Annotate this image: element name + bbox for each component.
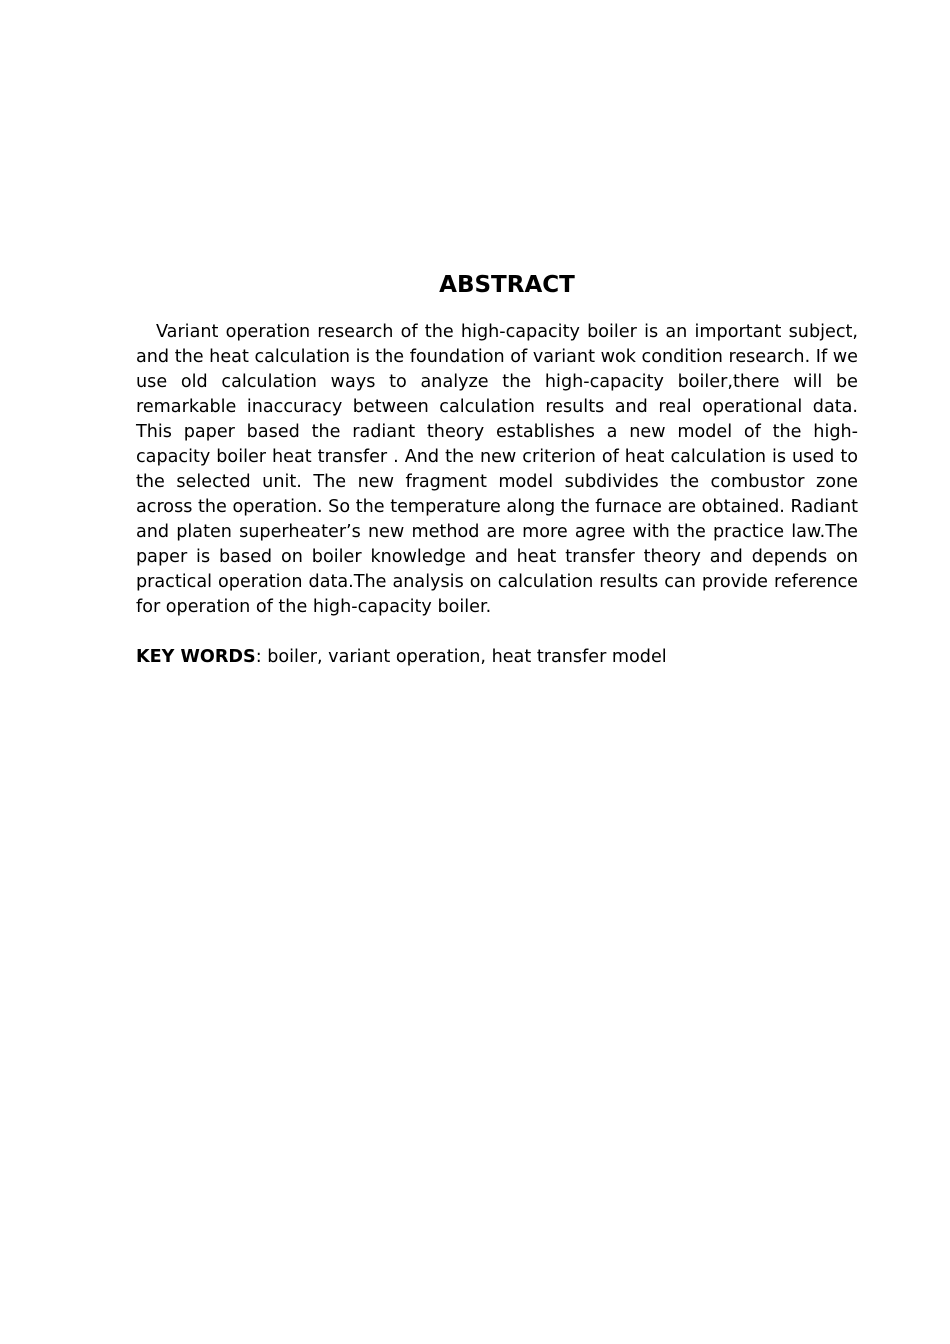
abstract-title: ABSTRACT (439, 272, 575, 298)
keywords-separator: : (255, 647, 268, 667)
keywords-value: boiler, variant operation, heat transfer model (267, 647, 667, 667)
keywords-label: KEY WORDS (136, 647, 256, 667)
keywords-line (136, 645, 858, 670)
abstract-body: Variant operation research of the high-capacity boiler is an important subject, and the heat calculation is the foundation of variant wok condition research. If we use old calculation ways to analyze the high-capacity boiler,there will be remarkable inaccuracy between calculation results and real operational data. This paper based the radiant theory establishes a new model of the high-capacity boiler heat transfer . And the new criterion of heat calculation is used to the selected unit. The new fragment model subdivides the combustor zone across the operation. So the temperature along the furnace are obtained. Radiant and platen superheater’s new method are more agree with the practice law.The paper is based on boiler knowledge and heat transfer theory and depends on practical operation data.The analysis on calculation results can provide reference for operation of the high-capacity boiler. (136, 322, 858, 617)
abstract-section (136, 270, 858, 670)
